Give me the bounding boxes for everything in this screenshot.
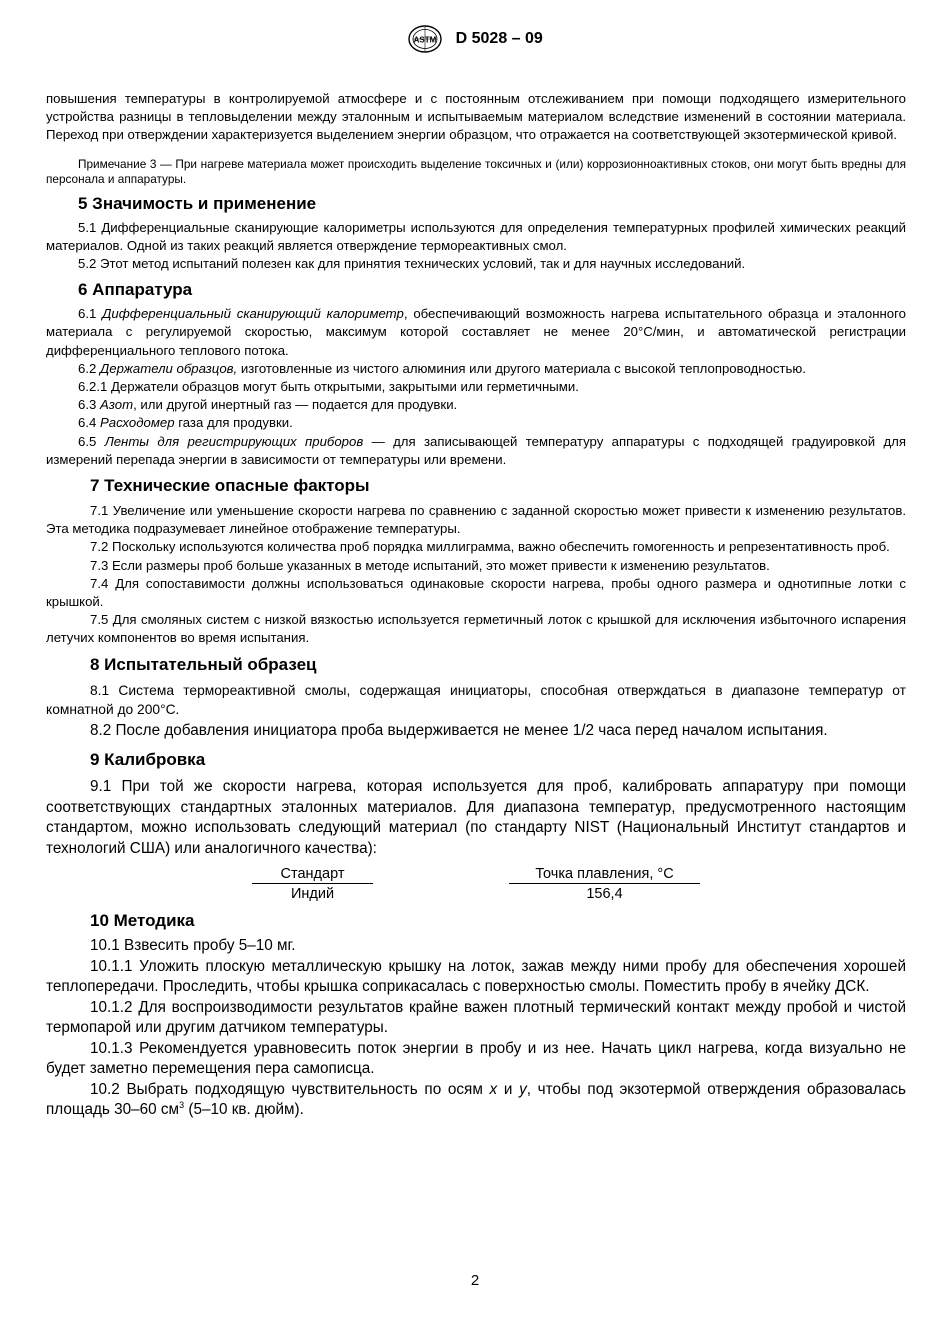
para-6-2-1: 6.2.1 Держатели образцов могут быть открытыми, закрытыми или герметичными. <box>78 379 579 395</box>
page-header <box>0 24 950 54</box>
para-10-1: 10.1 Взвесить пробу 5–10 мг. <box>90 937 296 955</box>
section-5-title: 5 Значимость и применение <box>78 193 317 213</box>
page-number: 2 <box>470 1272 480 1289</box>
para-6-1: 6.1 Дифференциальный сканирующий калориметр, обеспечивающий возможность нагрева испытательного образца и эталонного материала с регулируемой скоростью, максимум которой составляет не менее 20°С/мин, и автоматической регистрации дифференциального теплового потока. <box>46 306 906 358</box>
section-9-title: 9 Калибровка <box>90 750 206 770</box>
para-9-1: 9.1 При той же скорости нагрева, которая используется для проб, калибровать аппаратуру при помощи соответствующих стандартных эталонных материалов. Для диапазона температур, предусмотренного настоящим стандартом, можно использовать следующий материал (по стандарту NIST (Национальный Институт стандартов и технологий США) или аналогичного качества): <box>46 778 906 857</box>
para-10-1-2: 10.1.2 Для воспроизводимости результатов крайне важен плотный термический контакт между пробой и чистой термопарой или другим датчиком температуры. <box>46 998 906 1037</box>
para-6-3: 6.3 Азот, или другой инертный газ — подается для продувки. <box>78 397 458 413</box>
para-7-4: 7.4 Для сопоставимости должны использоваться одинаковые скорости нагрева, пробы одного размера и однотипные лотки с крышкой. <box>46 575 906 610</box>
section-7-title: 7 Технические опасные факторы <box>90 476 370 496</box>
para-8-2: 8.2 После добавления инициатора проба выдерживается не менее 1/2 часа перед началом испытания. <box>90 721 828 739</box>
para-6-4: 6.4 Расходомер газа для продувки. <box>78 415 293 431</box>
para-10-2: 10.2 Выбрать подходящую чувствительность по осям x и y, чтобы под экзотермой отверждения образовалась площадь 30–60 $см^3$ (5–10 кв. дюйм). <box>46 1080 906 1119</box>
para-6-5: 6.5 Ленты для регистрирующих приборов — для записывающей температуру аппаратуры с подходящей градуировкой для измерений перепада энергии в зависимости от температуры или времени. <box>46 433 906 467</box>
para-10-1-1: 10.1.1 Уложить плоскую металлическую крышку на лоток, зажав между ними пробу для обеспечения хорошей теплопередачи. Проследить, чтобы крышка соприкасалась с поверхностью смолы. Поместить пробу в ячейку ДСК. <box>46 957 906 996</box>
document-body <box>46 90 906 1121</box>
astm-logo-icon <box>407 24 443 54</box>
table-cell-melting-point: 156,4 <box>586 886 623 903</box>
para-7-2: 7.2 Поскольку используются количества проб порядка миллиграмма, важно обеспечить гомогенность и репрезентативность проб. <box>90 539 890 555</box>
para-5-1: 5.1 Дифференциальные сканирующие калориметры используются для определения температурных профилей химических реакций материалов. Одной из таких реакций является отверждение термореактивных смол. <box>46 219 906 253</box>
svg-text:ASTM: ASTM <box>413 35 437 45</box>
para-6-2: 6.2 Держатели образцов, изготовленные из чистого алюминия или другого материала с высокой теплопроводностью. <box>78 360 806 376</box>
para-8-1: 8.1 Система термореактивной смолы, содержащая инициаторы, способная отверждаться в диапазоне температур от комнатной до 200°С. <box>46 682 906 717</box>
table-cell-standard: Индий <box>290 886 335 903</box>
section-6-title: 6 Аппаратура <box>78 280 193 300</box>
table-row <box>252 884 700 903</box>
para-7-1: 7.1 Увеличение или уменьшение скорости нагрева по сравнению с заданной скоростью может привести к изменению результатов. Эта методика подразумевает линейное отображение температуры. <box>46 503 906 537</box>
table-header-melting-point: Точка плавления, °С <box>509 866 700 884</box>
intro-paragraph: повышения температуры в контролируемой атмосфере и с постоянным отслеживанием при помощи подходящего измерительного устройства разницы в тепловыделении между эталонным и испытываемым материалом вследствие изменений в состоянии материала. Переход при отверждении характеризуется выделением энергии образцом, что отражается на соответствующей экзотермической кривой. <box>46 91 906 143</box>
calibration-table <box>252 866 700 902</box>
standard-designation: D 5028 – 09 <box>455 30 543 47</box>
table-header-row <box>252 866 700 884</box>
section-10-title: 10 Методика <box>90 911 195 931</box>
section-8-title: 8 Испытательный образец <box>90 654 317 674</box>
para-7-3: 7.3 Если размеры проб больше указанных в методе испытаний, это может привести к изменению результатов. <box>90 557 770 573</box>
para-10-1-3: 10.1.3 Рекомендуется уравновесить поток энергии в пробу и из нее. Начать цикл нагрева, когда визуально не будет заметно перемещения пера самописца. <box>46 1039 906 1078</box>
table-header-standard: Стандарт <box>252 866 373 884</box>
para-5-2: 5.2 Этот метод испытаний полезен как для принятия технических условий, так и для научных исследований. <box>78 256 746 272</box>
note-3: Примечание 3 — При нагреве материала может происходить выделение токсичных и (или) коррозионноактивных стоков, они могут быть вредны для персонала и аппаратуры. <box>46 156 906 186</box>
para-7-5: 7.5 Для смоляных систем с низкой вязкостью используется герметичный лоток с крышкой для исключения избыточного испарения летучих компонентов во время испытания. <box>46 612 906 646</box>
